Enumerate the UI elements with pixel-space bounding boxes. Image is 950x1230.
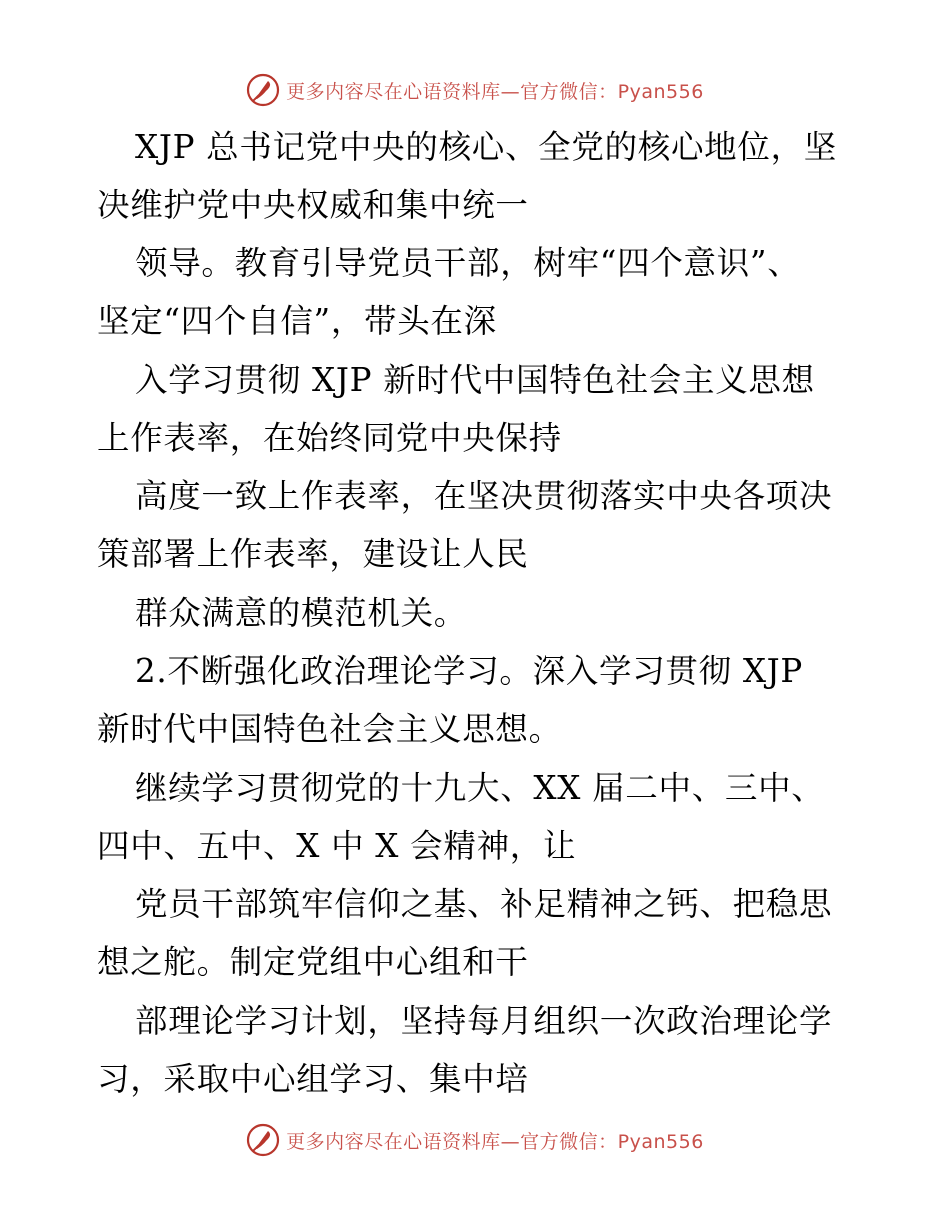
text-line: 坚定“四个自信”，带头在深: [97, 302, 497, 340]
footer-watermark: [0, 1120, 950, 1160]
watermark-text: 更多内容尽在心语资料库—官方微信：Pyan556: [286, 1130, 704, 1153]
text-line: 部理论学习计划，坚持每月组织一次政治理论学: [135, 1002, 833, 1040]
text-line: 党员干部筑牢信仰之基、补足精神之钙、把稳思: [135, 885, 833, 923]
text-line: 决维护党中央权威和集中统一: [97, 186, 529, 224]
text-line: 上作表率，在始终同党中央保持: [97, 419, 562, 457]
text-line: 入学习贯彻 XJP 新时代中国特色社会主义思想: [135, 361, 815, 399]
header-watermark: [0, 70, 950, 110]
text-line: XJP 总书记党中央的核心、全党的核心地位，坚: [135, 128, 837, 166]
text-line: 策部署上作表率，建设让人民: [97, 535, 529, 573]
text-line: 继续学习贯彻党的十九大、XX 届二中、三中、: [135, 769, 825, 807]
text-line: 领导。教育引导党员干部，树牢“四个意识”、: [135, 244, 801, 282]
text-line: 新时代中国特色社会主义思想。: [97, 710, 562, 748]
text-line: 群众满意的模范机关。: [135, 594, 468, 632]
text-line: 2.不断强化政治理论学习。深入学习贯彻 XJP: [135, 652, 803, 690]
text-line: 想之舵。制定党组中心组和干: [97, 943, 529, 981]
feather-pen-logo-icon: [246, 73, 280, 107]
text-line: 习，采取中心组学习、集中培: [97, 1060, 529, 1098]
watermark-text: 更多内容尽在心语资料库—官方微信：Pyan556: [286, 80, 704, 103]
feather-pen-logo-icon: [246, 1123, 280, 1157]
text-line: 四中、五中、X 中 X 会精神，让: [97, 827, 577, 865]
text-line: 高度一致上作表率，在坚决贯彻落实中央各项决: [135, 477, 833, 515]
